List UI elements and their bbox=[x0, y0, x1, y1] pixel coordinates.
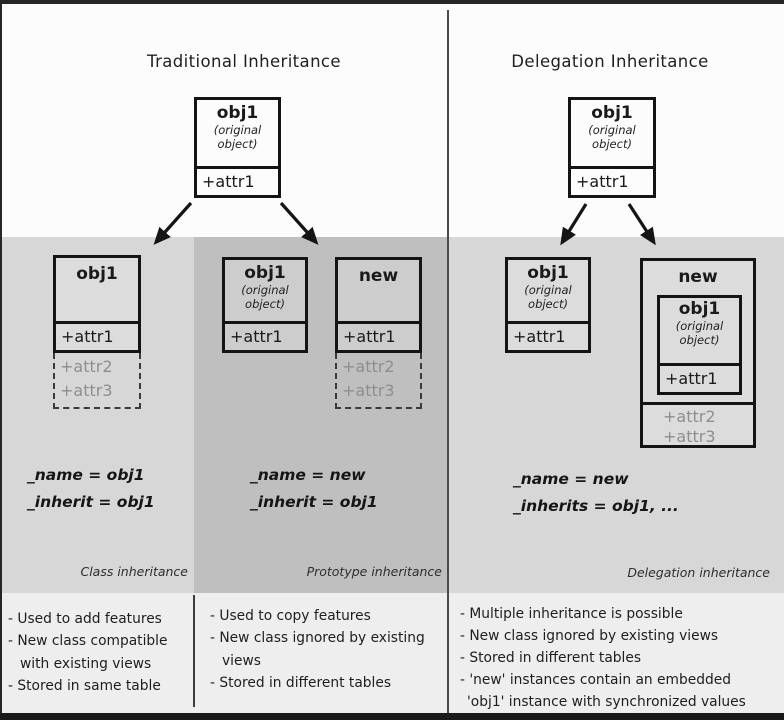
note-line: - Stored in different tables bbox=[460, 650, 642, 666]
prototype-new-box bbox=[335, 257, 422, 353]
embedded-obj1-title bbox=[660, 298, 739, 363]
note-line: - Stored in same table bbox=[8, 677, 161, 694]
attr1-label: +attr1 bbox=[343, 327, 396, 346]
attr3-label: +attr3 bbox=[663, 427, 716, 446]
window-frame-top bbox=[0, 0, 784, 4]
original-object-label: (original bbox=[588, 123, 636, 137]
code-line: _name = obj1 bbox=[27, 466, 145, 484]
attr2-label: +attr2 bbox=[663, 407, 716, 426]
delegation-top-obj1-attrs bbox=[571, 166, 653, 195]
object-name-label: obj1 bbox=[678, 299, 721, 319]
attr1-label: +attr1 bbox=[576, 172, 629, 191]
delegation-new-attrs bbox=[643, 402, 753, 445]
code-line: _inherits = obj1, ... bbox=[513, 496, 679, 515]
note-line: - Used to copy features bbox=[210, 608, 371, 624]
class-notes-list bbox=[8, 608, 192, 697]
delegation-notes-list bbox=[460, 603, 782, 713]
delegation-new-box bbox=[640, 258, 756, 448]
class-obj1-box bbox=[53, 255, 141, 353]
traditional-obj1-title bbox=[197, 100, 278, 166]
original-object-label: object) bbox=[245, 297, 285, 311]
original-object-label: (original bbox=[241, 283, 289, 297]
prototype-obj1-title bbox=[225, 260, 305, 321]
delegation-obj1-title bbox=[508, 260, 588, 321]
object-name-label: obj1 bbox=[216, 103, 259, 123]
object-name-label: obj1 bbox=[76, 264, 118, 284]
note-line: - New class ignored by existing bbox=[210, 630, 425, 647]
class-obj1-title bbox=[56, 258, 138, 321]
prototype-new-attrs bbox=[338, 321, 419, 350]
attr1-label: +attr1 bbox=[513, 327, 566, 346]
delegation-inheritance-caption: Delegation inheritance bbox=[627, 565, 770, 580]
object-name-label: obj1 bbox=[591, 103, 633, 123]
original-object-label: object) bbox=[217, 137, 258, 151]
code-line: _inherit = obj1 bbox=[27, 492, 155, 511]
delegation-obj1-attrs bbox=[508, 321, 588, 350]
original-object-label: (original bbox=[675, 319, 724, 333]
note-line: 'obj1' instance with synchronized values bbox=[467, 694, 746, 710]
attr2-label: +attr2 bbox=[60, 357, 113, 376]
object-name-label: obj1 bbox=[527, 263, 569, 283]
window-frame-left bbox=[0, 0, 2, 720]
prototype-extension-box bbox=[335, 353, 422, 409]
code-line: _name = new bbox=[513, 470, 629, 488]
original-object-label: object) bbox=[592, 137, 632, 151]
note-line: - 'new' instances contain an embedded bbox=[460, 672, 731, 688]
prototype-obj1-box bbox=[222, 257, 308, 353]
object-name-label: new bbox=[678, 267, 718, 287]
code-line: _name = new bbox=[250, 466, 366, 484]
embedded-obj1-attrs bbox=[660, 363, 739, 392]
class-extension-box bbox=[53, 353, 141, 409]
note-line: - Stored in different tables bbox=[210, 674, 392, 691]
note-line: - New class compatible bbox=[8, 633, 168, 650]
prototype-inheritance-caption: Prototype inheritance bbox=[306, 564, 442, 579]
notes-vertical-divider bbox=[193, 595, 195, 707]
class-obj1-attrs bbox=[56, 321, 138, 350]
class-inheritance-caption: Class inheritance bbox=[80, 564, 188, 579]
attr1-label: +attr1 bbox=[665, 369, 718, 388]
traditional-inheritance-title: Traditional Inheritance bbox=[147, 52, 341, 71]
attr1-label: +attr1 bbox=[230, 327, 283, 346]
arrow-delegation-right bbox=[629, 204, 653, 241]
traditional-obj1-box bbox=[194, 97, 281, 198]
prototype-new-title bbox=[338, 260, 419, 321]
note-line: - Multiple inheritance is possible bbox=[460, 606, 683, 622]
arrow-traditional-right bbox=[281, 203, 315, 241]
original-object-label: (original bbox=[524, 283, 572, 297]
delegation-top-obj1-box bbox=[568, 97, 656, 198]
embedded-obj1-box bbox=[657, 295, 742, 395]
window-frame-bottom bbox=[0, 713, 784, 720]
class-code bbox=[27, 462, 155, 515]
prototype-notes-list bbox=[210, 605, 446, 694]
delegation-top-obj1-title bbox=[571, 100, 653, 166]
original-object-label: object) bbox=[679, 333, 720, 347]
note-line: views bbox=[222, 652, 261, 669]
code-line: _inherit = obj1 bbox=[250, 492, 378, 511]
attr1-label: +attr1 bbox=[61, 327, 114, 346]
note-line: - Used to add features bbox=[8, 611, 162, 627]
object-name-label: new bbox=[358, 266, 399, 286]
delegation-inheritance-title: Delegation Inheritance bbox=[511, 52, 709, 71]
note-line: - New class ignored by existing views bbox=[460, 628, 719, 644]
delegation-code bbox=[513, 466, 679, 519]
main-vertical-divider bbox=[447, 10, 449, 713]
delegation-obj1-box bbox=[505, 257, 591, 353]
arrow-delegation-left bbox=[563, 204, 586, 241]
attr1-label: +attr1 bbox=[202, 172, 255, 191]
object-name-label: obj1 bbox=[244, 263, 286, 283]
original-object-label: (original bbox=[213, 123, 262, 137]
attr2-label: +attr2 bbox=[342, 357, 395, 376]
arrow-traditional-left bbox=[157, 203, 191, 241]
prototype-code bbox=[250, 462, 378, 515]
attr3-label: +attr3 bbox=[342, 381, 395, 400]
traditional-obj1-attrs bbox=[197, 166, 278, 195]
note-line: with existing views bbox=[20, 655, 152, 672]
attr3-label: +attr3 bbox=[60, 381, 113, 400]
original-object-label: object) bbox=[528, 297, 568, 311]
prototype-obj1-attrs bbox=[225, 321, 305, 350]
